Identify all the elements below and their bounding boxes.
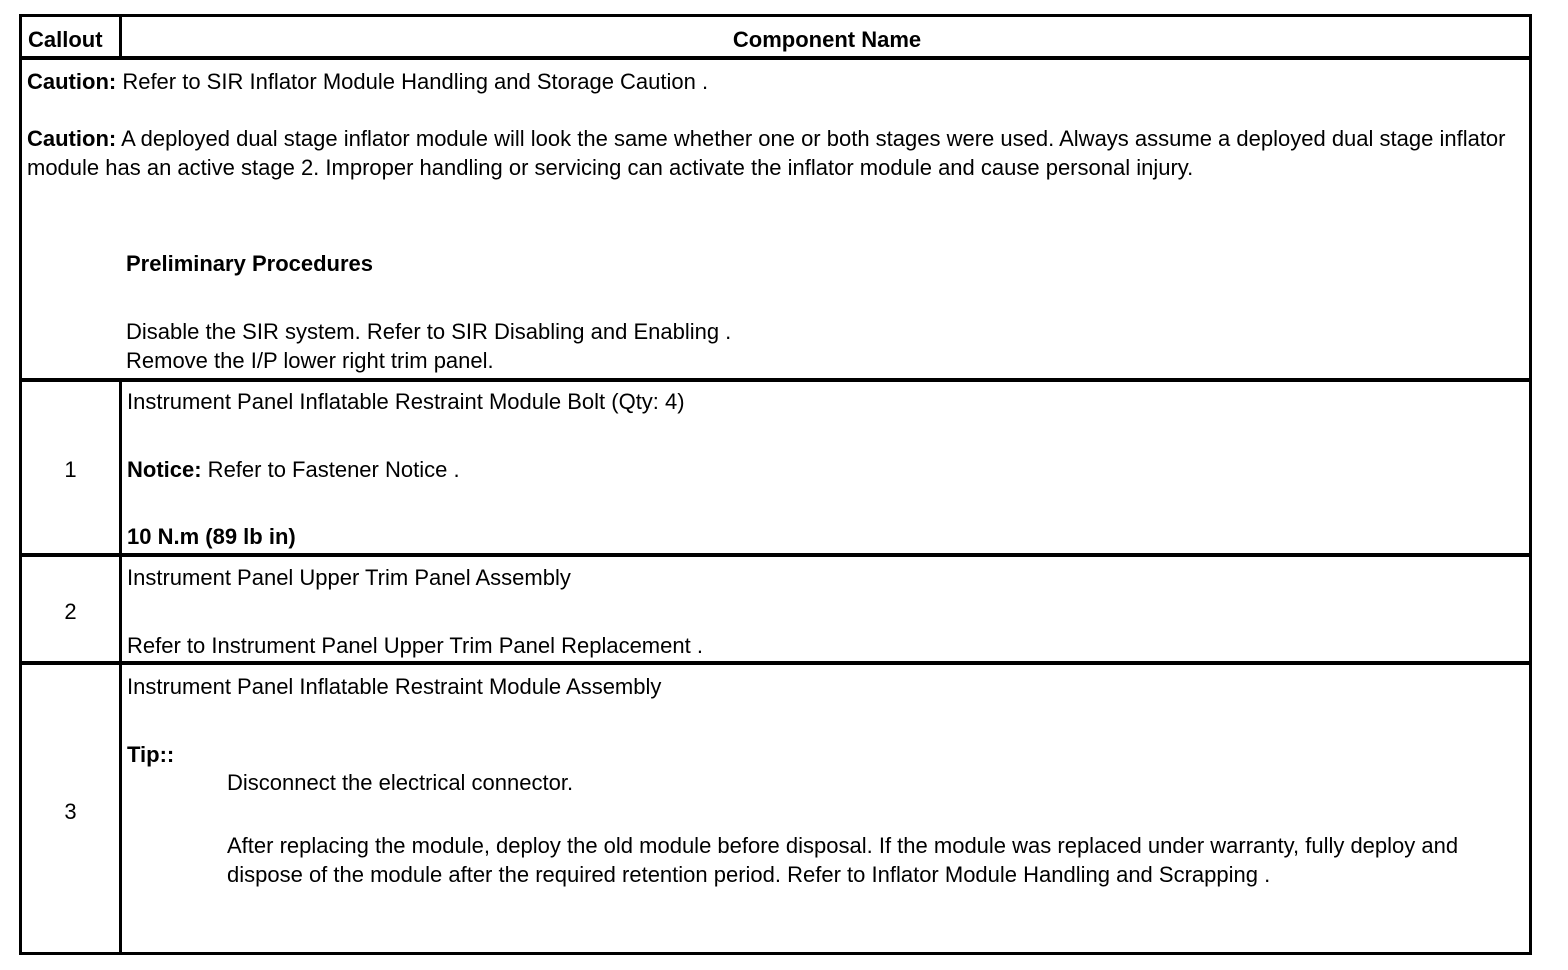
header-component-name: Component Name (732, 27, 922, 52)
row1-name: Instrument Panel Inflatable Restraint Module Bolt (Qty: 4) (127, 389, 685, 414)
preliminary-heading: Preliminary Procedures (126, 251, 374, 276)
row2-reference: Refer to Instrument Panel Upper Trim Panel Replacement . (127, 633, 703, 658)
header-callout: Callout (28, 27, 103, 52)
callout-3: 3 (64, 799, 77, 824)
caution-1: Caution: Refer to SIR Inflator Module Handling and Storage Caution . (27, 69, 709, 94)
row3-tip-label: Tip:: (127, 742, 175, 767)
callout-divider (119, 381, 122, 955)
procedure-table (19, 14, 1532, 955)
caution-2: Caution: A deployed dual stage inflator module will look the same whether one or both stages were used. Always assume a deployed dual stage inflator module has an active stage 2. Improper handling or servicing can activate the inflator module and cause personal injury. (27, 126, 1506, 180)
row1-notice: Notice: Refer to Fastener Notice . (127, 457, 460, 482)
preliminary-step-2: Remove the I/P lower right trim panel. (126, 348, 494, 373)
row3-tip-1: Disconnect the electrical connector. (227, 770, 574, 795)
row3-tip-2: After replacing the module, deploy the old module before disposal. If the module was replaced under warranty, fully deploy and dispose of the module after the required retention period. Refer to Inflator Module Handling and Scrapping . (227, 833, 1459, 887)
row2-name: Instrument Panel Upper Trim Panel Assembly (127, 565, 571, 590)
row1-rule (22, 553, 1529, 557)
row1-torque: 10 N.m (89 lb in) (127, 524, 296, 549)
intro-rule (22, 378, 1529, 382)
callout-1: 1 (64, 457, 77, 482)
header-rule (22, 56, 1529, 60)
preliminary-step-1: Disable the SIR system. Refer to SIR Disabling and Enabling . (126, 319, 732, 344)
callout-2: 2 (64, 599, 77, 624)
row3-name: Instrument Panel Inflatable Restraint Module Assembly (127, 674, 662, 699)
row2-rule (22, 661, 1529, 665)
